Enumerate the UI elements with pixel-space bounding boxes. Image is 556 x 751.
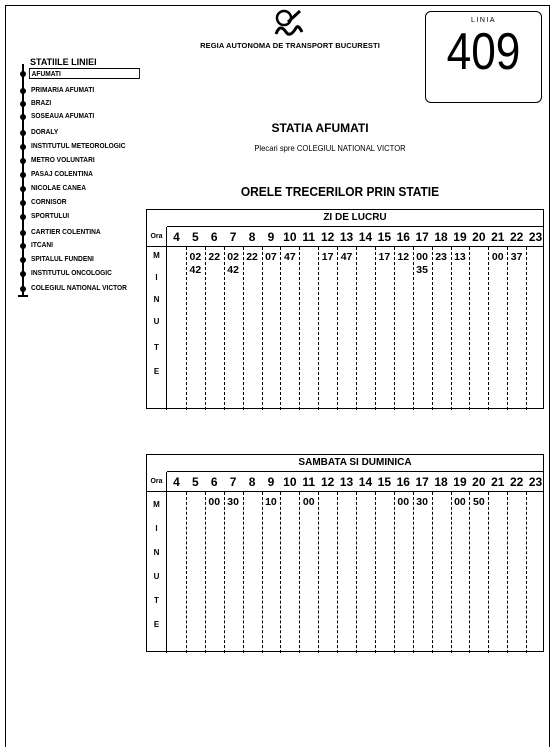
weekend-title: SAMBATA SI DUMINICA [167, 455, 543, 472]
hour-cell: 22 [509, 475, 524, 489]
schedule-title: ORELE TRECERILOR PRIN STATIE [240, 184, 440, 199]
column-separator [262, 492, 263, 653]
station-dot [20, 144, 26, 150]
station-dot [20, 243, 26, 249]
departures-direction: Plecari spre COLEGIUL NATIONAL VICTOR [254, 143, 406, 153]
station-item: BRAZI [31, 98, 52, 107]
station-item: ITCANI [31, 240, 53, 249]
station-dot [20, 257, 26, 263]
current-station: AFUMATI [29, 68, 140, 79]
station-item: DORALY [31, 127, 59, 136]
hour-cell: 6 [210, 475, 218, 489]
minutes-body [147, 492, 543, 653]
hour-cell: 21 [491, 475, 505, 489]
departure-minute: 47 [283, 251, 296, 263]
departure-minute: 00 [454, 496, 466, 508]
departure-minute: 30 [416, 496, 428, 508]
hour-cell: 15 [377, 475, 392, 489]
hour-cell: 13 [339, 475, 354, 489]
minute-letter: N [153, 548, 160, 557]
minute-label-column [147, 492, 167, 653]
station-item: SPITALUL FUNDENI [31, 254, 94, 263]
column-separator [432, 492, 433, 653]
hour-cell: 14 [358, 475, 373, 489]
hour-cell: 9 [267, 475, 275, 489]
departure-minute: 00 [397, 496, 410, 508]
hour-cell: 8 [248, 230, 256, 244]
hour-header: Ora [147, 472, 167, 491]
hour-cell: 4 [173, 230, 180, 244]
column-separator [507, 247, 508, 410]
departure-minute: 00 [208, 496, 221, 508]
station-item: METRO VOLUNTARI [31, 155, 95, 164]
weekday-title: ZI DE LUCRU [167, 210, 543, 227]
station-dot [20, 214, 26, 220]
station-dot [20, 286, 26, 292]
station-item: INSTITUTUL ONCOLOGIC [31, 268, 112, 277]
hour-cell: 5 [191, 475, 199, 489]
hour-cell: 17 [415, 230, 429, 244]
hour-cell: 8 [248, 475, 256, 489]
station-dot [20, 186, 26, 192]
station-dot [20, 200, 26, 206]
departure-minute: 17 [378, 251, 391, 263]
weekday-timetable [146, 209, 544, 409]
hour-cell: 16 [396, 475, 410, 489]
minutes-body [147, 247, 543, 410]
hour-cell: 12 [320, 475, 335, 489]
hour-header: Ora [147, 227, 167, 246]
column-separator [469, 247, 470, 410]
column-separator [299, 492, 300, 653]
hour-cell: 10 [283, 475, 297, 489]
departure-minute: 50 [472, 496, 485, 508]
departure-minute: 22 [208, 251, 221, 263]
column-separator [243, 247, 244, 410]
departure-minute: 10 [265, 496, 277, 508]
column-separator [224, 492, 225, 653]
departure-minute: 47 [340, 251, 353, 263]
column-separator [451, 247, 452, 410]
station-dot [20, 158, 26, 164]
station-item: SOSEAUA AFUMATI [31, 111, 95, 120]
hour-cell: 6 [210, 230, 218, 244]
hour-cell: 13 [339, 230, 354, 244]
column-separator [262, 247, 263, 410]
column-separator [394, 247, 395, 410]
column-separator [280, 492, 281, 653]
departure-minute: 13 [454, 251, 466, 263]
column-separator [337, 247, 338, 410]
column-separator [488, 492, 489, 653]
departure-minute: 17 [321, 251, 334, 263]
departure-minute: 37 [510, 251, 523, 263]
station-dot [20, 230, 26, 236]
minute-letter: E [153, 367, 160, 376]
hour-cell: 18 [434, 230, 448, 244]
minute-letter: T [154, 343, 159, 352]
column-separator [280, 247, 281, 410]
station-item: SPORTULUI [31, 211, 70, 220]
hour-cell: 17 [415, 475, 429, 489]
station-item: COLEGIUL NATIONAL VICTOR [31, 283, 127, 292]
column-separator [488, 247, 489, 410]
departure-minute: 30 [227, 496, 239, 508]
hour-cell: 4 [173, 475, 180, 489]
departure-minute: 00 [491, 251, 504, 263]
hour-cell: 19 [453, 475, 467, 489]
departure-minute: 42 [227, 264, 239, 276]
ratb-logo [262, 8, 312, 42]
column-separator [356, 247, 357, 410]
station-dot [20, 172, 26, 178]
hour-cell: 20 [472, 230, 486, 244]
departure-minute: 35 [416, 264, 428, 276]
hour-cell: 11 [302, 230, 316, 244]
station-dot [20, 114, 26, 120]
departure-minute: 42 [189, 264, 202, 276]
hour-cell: 14 [358, 230, 373, 244]
hour-cell: 7 [229, 475, 237, 489]
route-end-cap [18, 295, 28, 297]
column-separator [432, 247, 433, 410]
hour-cell: 18 [434, 475, 448, 489]
column-separator [526, 492, 527, 653]
column-separator [394, 492, 395, 653]
station-item: CARTIER COLENTINA [31, 227, 101, 236]
departure-minute: 07 [265, 251, 277, 263]
station-dot [20, 71, 26, 77]
column-separator [299, 247, 300, 410]
minute-letter: I [155, 273, 158, 282]
hour-cell: 12 [320, 230, 335, 244]
station-dot [20, 271, 26, 277]
column-separator [375, 492, 376, 653]
hour-cell: 10 [283, 230, 297, 244]
station-item: NICOLAE CANEA [31, 183, 87, 192]
station-dot [20, 88, 26, 94]
departure-minute: 22 [246, 251, 258, 263]
minute-letter: T [154, 596, 159, 605]
column-separator [451, 492, 452, 653]
line-number: 409 [446, 23, 521, 81]
weekend-timetable [146, 454, 544, 652]
departure-minute: 02 [189, 251, 202, 263]
hour-row [147, 472, 543, 492]
line-label: LINIA [470, 17, 496, 24]
hour-cell: 9 [267, 230, 275, 244]
column-separator [205, 492, 206, 653]
organization-name: REGIA AUTONOMA DE TRANSPORT BUCURESTI [200, 41, 380, 50]
column-separator [337, 492, 338, 653]
minute-letter: M [153, 500, 160, 509]
column-separator [318, 492, 319, 653]
column-separator [469, 492, 470, 653]
departure-minute: 02 [227, 251, 239, 263]
minute-letter: U [153, 317, 160, 326]
column-separator [243, 492, 244, 653]
hour-cell: 15 [377, 230, 392, 244]
departure-minute: 23 [435, 251, 447, 263]
departure-minute: 00 [302, 496, 315, 508]
hour-cell: 19 [453, 230, 467, 244]
hour-cell: 5 [191, 230, 199, 244]
minute-letter: U [153, 572, 160, 581]
hour-cell: 11 [302, 475, 316, 489]
column-separator [205, 247, 206, 410]
minute-label-column [147, 247, 167, 410]
column-separator [375, 247, 376, 410]
hour-cell: 22 [509, 230, 524, 244]
stations-title: STATIILE LINIEI [30, 57, 97, 67]
line-box [425, 11, 542, 103]
station-dot [20, 130, 26, 136]
station-title: STATIA AFUMATI [271, 121, 369, 135]
minute-letter: M [153, 251, 160, 260]
hour-cell: 20 [472, 475, 486, 489]
column-separator [186, 492, 187, 653]
departure-minute: 00 [416, 251, 428, 263]
station-item: PASAJ COLENTINA [31, 169, 93, 178]
column-separator [526, 247, 527, 410]
hour-cell: 7 [229, 230, 237, 244]
column-separator [507, 492, 508, 653]
column-separator [318, 247, 319, 410]
departure-minute: 12 [397, 251, 410, 263]
station-dot [20, 101, 26, 107]
hour-cell: 16 [396, 230, 410, 244]
station-item: PRIMARIA AFUMATI [31, 85, 95, 94]
minute-letter: I [155, 524, 158, 533]
minute-letter: N [153, 295, 160, 304]
column-separator [356, 492, 357, 653]
hour-cell: 21 [491, 230, 505, 244]
minute-letter: E [153, 620, 160, 629]
column-separator [413, 492, 414, 653]
station-item: CORNISOR [31, 197, 67, 206]
hour-cell: 23 [528, 230, 543, 244]
hour-cell: 23 [528, 475, 543, 489]
station-item: INSTITUTUL METEOROLOGIC [31, 141, 126, 150]
hour-row [147, 227, 543, 247]
